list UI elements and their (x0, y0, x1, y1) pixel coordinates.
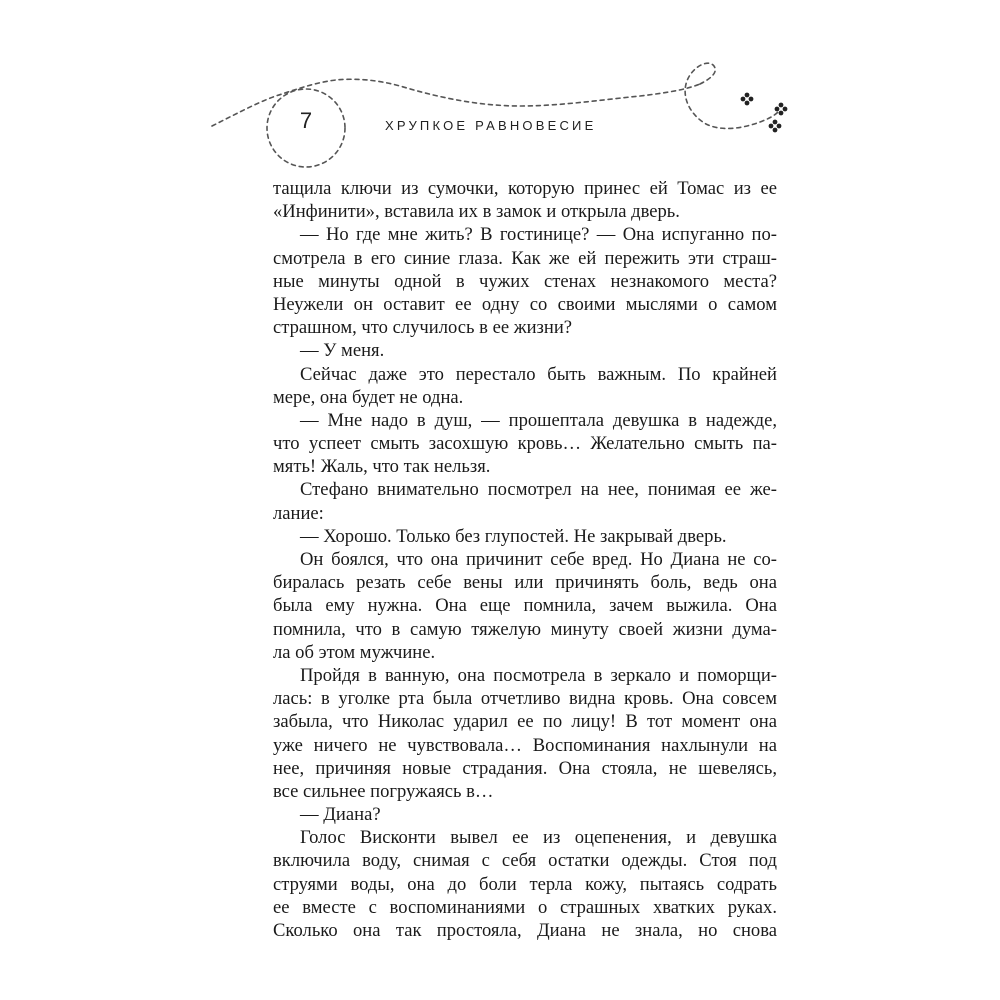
text-line: нее, причиняя новые страдания. Она стояла, не шевелясь, (273, 757, 777, 779)
text-line: ные минуты одной в чужих стенах незнакомого места? (273, 270, 777, 292)
text-line: включила воду, снимая с себя остатки одежды. Стоя под (273, 850, 777, 872)
text-line: Сколько она так простояла, Диана не знала, но снова (273, 920, 777, 941)
text-line: лась: в уголке рта была отчетливо видна кровь. Она совсем (273, 688, 777, 710)
text-line: что успеет смыть засохшую кровь… Желательно смыть па- (273, 433, 777, 455)
text-line: ее вместе с воспоминаниями о страшных хватких руках. (273, 896, 777, 918)
text-line: Он боялся, что она причинит себе вред. Но Диана не со- (300, 549, 777, 570)
body-text (273, 177, 777, 942)
text-line: забыла, что Николас ударил ее по лицу! В тот момент она (273, 711, 777, 733)
text-line: биралась резать себе вены или причинять боль, ведь она (273, 572, 777, 594)
text-line: — Диана? (300, 804, 381, 826)
text-line: Стефано внимательно посмотрел на нее, понимая ее же- (300, 479, 777, 501)
text-line: мять! Жаль, что так нельзя. (273, 456, 491, 478)
text-line: «Инфинити», вставила их в замок и открыла дверь. (273, 201, 680, 223)
text-line: струями воды, она до боли терла кожу, пытаясь содрать (273, 873, 777, 895)
page-number: 7 (299, 108, 313, 133)
text-line: Пройдя в ванную, она посмотрела в зеркало и поморщи- (300, 664, 777, 686)
text-line: мере, она будет не одна. (273, 386, 464, 408)
text-line: — Мне надо в душ, — прошептала девушка в надежде, (300, 409, 777, 431)
text-line: Сейчас даже это перестало быть важным. По крайней (300, 363, 777, 385)
text-line: Голос Висконти вывел ее из оцепенения, и девушка (300, 827, 777, 849)
running-title: ХРУПКОЕ РАВНОВЕСИЕ (385, 118, 597, 133)
header-ornament (0, 0, 1000, 180)
text-line: страшном, что случилось в ее жизни? (273, 317, 573, 339)
text-line: ла об этом мужчине. (273, 641, 436, 663)
text-line: тащила ключи из сумочки, которую принес ей Томас из ее (273, 178, 777, 199)
text-line: смотрела в его синие глаза. Как же ей пережить эти страш- (273, 247, 777, 269)
text-line: уже ничего не чувствовала… Воспоминания нахлынули на (273, 734, 777, 756)
text-line: Неужели он оставит ее одну со своими мыслями о самом (273, 293, 777, 315)
text-line: лание: (273, 502, 324, 524)
right-dashed-loop (685, 63, 778, 128)
text-line: помнила, что в самую тяжелую минуту своей жизни дума- (273, 618, 777, 640)
text-line: все сильнее погружаясь в… (273, 780, 494, 802)
text-line: — Хорошо. Только без глупостей. Не закрывай дверь. (300, 525, 727, 547)
text-line: — Но где мне жить? В гостинице? — Она испуганно по- (300, 224, 777, 246)
text-line: была ему нужна. Она еще помнила, зачем выжила. Она (273, 595, 777, 617)
text-line: — У меня. (300, 340, 385, 362)
